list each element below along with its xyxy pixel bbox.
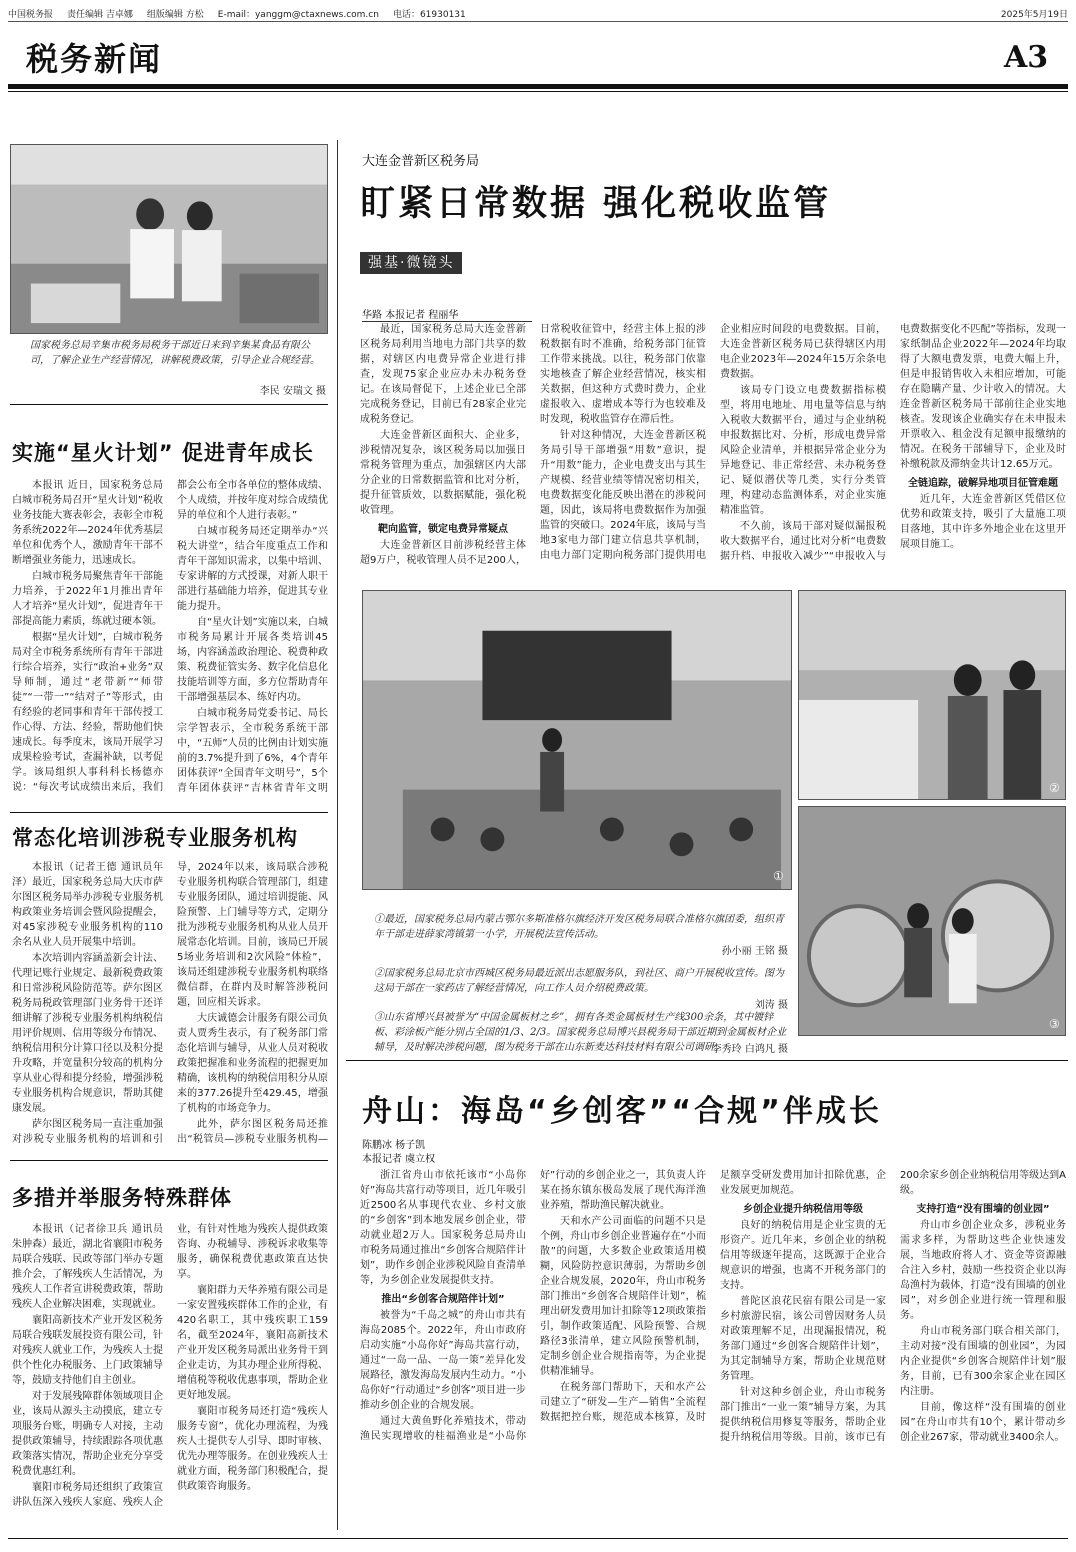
story3-para: 对于发展残障群体领域项目企业，该局从源头主动摸底，建立专项服务台账，明确专人对接，主动提供政策辅导，持续跟踪各项优惠政策落实情况，帮助企业充分享受税费优惠红利。 bbox=[12, 1391, 163, 1477]
zhoushan-para: 舟山市乡创企业众多，涉税业务需求多样，为帮助这些企业快速发展，当地政府将人才、资金等资源融合注入乡村，鼓励一些投资企业以海岛渔村为载体，打造“没有围墙的创业园”，对乡创企业进行统一管理和服务。 bbox=[900, 1220, 1066, 1321]
story3-para: 襄阳群力天华养殖有限公司是一家安置残疾群体工作的企业，有420名职工，其中残疾职工159名，截至2024年，襄阳高新技术产业开发区税务局派出业务骨干到企业走访，为其办理企业所得税、增值税等税收优惠事项，帮助企业更好地发展。 bbox=[177, 1285, 328, 1401]
main-subhead: 靶向监管，锁定电费异常疑点 bbox=[378, 524, 508, 535]
zhoushan-para: 良好的纳税信用是企业宝贵的无形资产。近几年来，乡创企业的纳税信用等级逐年提高，这既源于企业合规意识的增强，也离不开税务部门的支持。 bbox=[720, 1220, 886, 1291]
zhoushan-para: 浙江省舟山市依托该市“小岛你好”海岛共富行动等项目，近几年吸引近2500名从事现代农业、乡村文旅的“乡创客”到本地发展乡创企业，带动就业超2万人。国家税务总局舟山市税务局通过推出“乡创客合规陪伴计划”，助作乡创企业涉税风险自查清单等，为乡创企业发展提供支持。 bbox=[360, 1170, 526, 1286]
story1-para: 白城市税务局还定期举办“兴税大讲堂”，结合年度重点工作和青年干部知识需求，以集中培训、专家讲解的方式授课，对新人职干部进行基础能力培养，促进其专业能力提升。 bbox=[177, 526, 328, 612]
story2-body bbox=[12, 860, 328, 1150]
main-para: 该局专门设立电费数据指标模型，将用电地址、用电量等信息与纳入税收大数据平台，通过与企业纳税申报数据比对、分析，形成电费异常风险企业清单，并根据异常企业分为异地登记、非正常经营、未办税务登记、疑似潜伏等几类，实行分类管理，构建动态监测体系，对企业实施精准监管。 bbox=[720, 385, 886, 516]
masthead-bar bbox=[8, 6, 1068, 22]
story3-body bbox=[12, 1222, 328, 1532]
story2-headline: 常态化培训涉税专业服务机构 bbox=[12, 826, 298, 850]
zhoushan-para: 针对这种乡创企业，舟山市税务部门推出“一业一策”辅导方案，为其提供纳税信用修复等服务，帮助企业提升纳税信用等级。目前，该市已有200余家乡创企业纳税信用等级达到A级。 bbox=[720, 1170, 1066, 1443]
classroom-photo bbox=[362, 590, 792, 890]
story1-para: 根据“星火计划”，白城市税务局对全市税务系统所有青年干部进行综合培养，实行“政治+业务”双导师制，通过“老带新”“师带徒”“一带一”“结对子”等形式，由有经验的老同事和青年干部传授工作心得、方法、经验，帮助他们快速成长。每季度末，该局开展学习成果检验考试，查漏补缺，以考促学。该局组织人事科科长杨德亦说：“每次考试成绩出来后，我们都会公布全市各单位的整体成绩、个人成绩，并按年度对综合成绩优异的单位和个人进行表彰。” bbox=[12, 480, 328, 793]
column-badge: 强基·微镜头 bbox=[360, 252, 462, 274]
email: E-mail：yanggm@ctaxnews.com.cn bbox=[217, 10, 379, 20]
main-para: 最近，国家税务总局大连金普新区税务局利用当地电力部门共享的数据，对辖区内电费异常企业进行排查，发现75家企业应办未办税务登记。在该局督促下，上述企业已全部完成税务登记，目前已有28家企业完成税务登记。 bbox=[360, 324, 526, 425]
main-headline: 盯紧日常数据 强化税收监管 bbox=[360, 184, 832, 224]
zhoushan-body bbox=[360, 1168, 1066, 1530]
story3-headline: 多措并举服务特殊群体 bbox=[12, 1186, 232, 1210]
pharmacy-photo bbox=[798, 590, 1066, 800]
story1-para: 自“星火计划”实施以来，白城市税务局累计开展各类培训45场，内容涵盖政治理论、税费种政策、税费征管实务、数字化信息化技能培训等方面，多方位帮助青年干部增强基层本、练好内功。 bbox=[177, 617, 328, 703]
main-para: 不久前，该局干部对疑似漏报税收大数据平台，通过比对分析“电费数据升档、申报收入减少”“申报收入与电费数据变化不匹配”等指标，发现一家纸制品企业2022年—2024年均取得了大额电费发票，电费大幅上升，但是申报销售收入未相应增加，可能存在隐瞒产量、少计收入的情况。大连金普新区税务局干部前往企业实地核查。发现该企业确实存在未申报未开票收入、租金没有足额申报缴纳的情况。在税务干部辅导下，企业及时补缴税款及滞纳金共计12.65万元。 bbox=[720, 324, 1066, 562]
photo-caption-1: 国家税务总局辛集市税务局税务干部近日来到辛集某食品有限公司，了解企业生产经营情况，讲解税费政策，引导企业合规经营。 bbox=[30, 340, 320, 366]
mid-caption-3: ③山东省博兴县被誉为“中国金属板材之乡”，拥有各类金属板材生产线300余条，其中镀锌板、彩涂板产能分别占全国的1/3、2/3。国家税务总局博兴县税务局干部近期到金属板材企业辅导，及时解决涉税问题，图为税务干部在山东新麦达科技材料有限公司调研。 bbox=[374, 1012, 787, 1053]
story2-para: 萨尔图区税务局一直注重加强对涉税专业服务机构的培训和引导，2024年以来，该局联合涉税专业服务机构联合管理部门，组建专业服务团队，通过培训提能、风险预警、上门辅导等方式，定期分批为涉税专业服务机构从业人员开展常态化培训。目前，该局已开展5场业务培训和2次风险“体检”，该局还组建涉税专业服务机构联络微信群，在群内及时解答涉税问题，回应相关诉求。 bbox=[12, 862, 328, 1145]
story1-para: 本报讯 近日，国家税务总局白城市税务局召开“星火计划”税收业务技能大赛表彰会，表彰全市税务系统2022年—2024年优秀基层单位和优秀个人，激励青年干部不断增强业务能力，迅速成长。 bbox=[12, 480, 163, 566]
header-rule-thin bbox=[8, 91, 1068, 92]
factory-steel-photo bbox=[798, 806, 1066, 1036]
column-rule bbox=[337, 140, 338, 1530]
main-kicker: 大连金普新区税务局 bbox=[362, 154, 480, 169]
column-badge-wrap bbox=[360, 252, 462, 272]
story3-para: 襄阳高新技术产业开发区税务局联合残联发展投资有限公司，针对残疾人就业工作，为残疾人士提供个性化办税服务、上门政策辅导等，鼓励支持他们自主创业。 bbox=[12, 1315, 163, 1386]
main-byline: 华路 本报记者 程丽华 bbox=[362, 306, 532, 322]
story2-para: 本报讯（记者王德 通讯员年泽）最近，国家税务总局大庆市萨尔图区税务局举办涉税专业服务机构政策业务培训会暨风险提醒会，对45家涉税专业服务机构的110余名从业人员开展集中培训。 bbox=[12, 862, 163, 948]
story3-para: 本报讯（记者徐卫兵 通讯员朱肿森）最近，湖北省襄阳市税务局联合残联、民政等部门举办专题推介会，了解残疾人生活情况，为残疾人工作者宣讲税费政策，帮助残疾人企业解决困难，实现就业。 bbox=[12, 1224, 163, 1310]
photo-number-2: ② bbox=[1049, 781, 1060, 795]
story1-para: 白城市税务局党委书记、局长宗学智表示，全市税务系统干部中，“五师”人员的比例由计划实施前的3.7%提升到了6%，4个青年团体获评“全国青年文明号”，5个青年团体获评“吉林省青年文明 bbox=[177, 708, 328, 794]
zhoushan-headline: 舟山：海岛“乡创客”“合规”伴成长 bbox=[362, 1094, 882, 1129]
divider bbox=[10, 1160, 328, 1161]
zhoushan-subhead: 推出“乡创客合规陪伴计划” bbox=[381, 1294, 505, 1305]
story2-para: 大庆诚德会计服务有限公司负责人贾秀生表示，有了税务部门常态化培训与辅导，从业人员对税收政策把握准和业务流程的把握更加精确，该机构的纳税信用积分从原来的377.26提升至429.45，增强了机构的市场竞争力。 bbox=[177, 1013, 328, 1114]
main-para: 针对这种情况，大连金普新区税务局引导干部增强“用数”意识，提升“用数”能力，企业电费支出与其生产规模、经营业绩等情况密切相关，电费数据变化能反映出潜在的涉税问题，因此，该局将电费数据作为加强监管的突破口。2024年底，该局与当地3家电力部门建立信息共享机制，由电力部门定期向税务部门提供用电企业相应时间段的电费数据。目前，大连金普新区税务局已获得辖区内用电企业2023年—2024年15万余条电费数据。 bbox=[540, 324, 886, 561]
mid-credit-3: 李秀玲 白鸿凡 摄 bbox=[711, 1044, 788, 1055]
zhoushan-para: 被誉为“千岛之城”的舟山市共有海岛2085个。2022年，舟山市政府启动实施“小岛你好”海岛共富行动，通过“一岛一品、一岛一策”差异化发展路径，激发海岛发展内生动力。“小岛你好”行动通过“乡创客”项目进一步推动乡创企业的合规发展。 bbox=[360, 1310, 526, 1411]
zhoushan-byline-1: 陈鹏冰 杨子凯 bbox=[362, 1140, 426, 1151]
zhoushan-subhead: 乡创企业提升纳税信用等级 bbox=[743, 1204, 863, 1215]
zhoushan-byline-2: 本报记者 虞立权 bbox=[362, 1154, 436, 1165]
story2-para: 此外，萨尔图区税务局还推出“税管员—涉税专业服务机构— bbox=[177, 1119, 328, 1145]
zhoushan-para: 通过大黄鱼野化养殖技术，带动渔民实现增收的桂福渔业是“小岛你好”行动的乡创企业之一，其负责人许某在扬东镇东极岛发展了现代海洋渔业养殖，帮助渔民解决就业。 bbox=[360, 1170, 706, 1442]
zhoushan-subhead: 支持打造“没有围墙的创业园” bbox=[916, 1204, 1050, 1215]
story2-para: 本次培训内容涵盖新会计法、代理记账行业规定、最新税费政策和日常涉税风险防范等。萨尔图区税务局税政管理部门业务骨干还详细讲解了涉税专业服务机构纳税信用评价规则、信用等级分布情况、纳税信用积分计算口径以及积分提升攻略，并宽量积分较高的机构分享从业心得和提分经验，增强涉税专业服务机构合规意识，帮助其健康发展。 bbox=[12, 953, 163, 1114]
footer-rule bbox=[8, 1538, 1068, 1539]
page-number: A3 bbox=[1004, 40, 1049, 75]
divider bbox=[346, 1060, 1068, 1061]
story1-para: 白城市税务局聚焦青年干部能力培养，于2022年1月推出青年人才培养“星火计划”，促进青年干部提高能力素质，练就过硬本领。 bbox=[12, 571, 163, 627]
main-body bbox=[360, 322, 1066, 572]
main-para: 大连金普新区目前涉税经营主体超9万户，税收管理人员不足200人，日常税收征管中，经营主体上报的涉税数据有时不准确，给税务部门征管工作带来挑战。以往，税务部门依靠实地核查了解企业经营情况，核实相关数据，但这种方式费时费力，企业虚报收入、虚增成本等行为也较难及时发现，税收监管存在滞后性。 bbox=[360, 324, 706, 566]
layout-editor: 组版编辑 方松 bbox=[146, 10, 204, 20]
issue-date: 2025年5月19日 bbox=[1000, 10, 1068, 20]
photo-number-1: ① bbox=[773, 869, 784, 883]
editor: 责任编辑 吉卓娜 bbox=[67, 10, 133, 20]
story3-para: 襄阳市税务局还打造“残疾人服务专窗”，优化办理流程，为残疾人士提供专人引导、即时审核、优先办理等服务。在创业残疾人士就业方面，税务部门积极配合，提供政策咨询服务。 bbox=[177, 1406, 328, 1492]
mid-caption-1: ①最近，国家税务总局内蒙古鄂尔多斯准格尔旗经济开发区税务局联合准格尔旗团委，组织青年干部走进薛家湾镇第一小学，开展税法宣传活动。 bbox=[374, 914, 784, 940]
zhoushan-para: 天和水产公司面临的问题不只是个例，舟山市乡创企业普遍存在“小而散”的问题，大多数企业政策适用模糊，风险防控意识薄弱，为帮助乡创企业合规发展，2020年，舟山市税务部门推出“乡创客合规陪伴计划”，梳理出研发费用加计扣除等12项政策指引，制作政策适配、风险预警、合规路径3张清单，建立风险预警机制，定制乡创企业合规指南等，为企业提供精准辅导。 bbox=[540, 1216, 706, 1377]
mid-credit-1: 孙小丽 王铭 摄 bbox=[721, 946, 788, 957]
story1-headline: 实施“星火计划” 促进青年成长 bbox=[12, 441, 314, 465]
paper-name: 中国税务报 bbox=[8, 10, 54, 20]
main-para: 近几年，大连金普新区凭借区位优势和政策支持，吸引了大量施工项目落地，其中许多外地企业在这里开展项目施工。 bbox=[900, 494, 1066, 550]
factory-photo bbox=[10, 144, 328, 334]
photo-credit-1: 李民 安瑞文 摄 bbox=[259, 386, 326, 397]
photo-number-3: ③ bbox=[1049, 1017, 1060, 1031]
zhoushan-para: 舟山市税务部门联合相关部门，主动对接“没有围墙的创业园”，为园内企业提供“乡创客合规陪伴计划”服务，目前，已有300余家企业在园区内注册。 bbox=[900, 1326, 1066, 1397]
mid-credit-2: 刘涛 摄 bbox=[754, 1000, 788, 1011]
divider bbox=[10, 812, 328, 813]
zhoushan-para: 普陀区浪花民宿有限公司是一家乡村旅游民宿，该公司曾因财务人员对政策理解不足，出现漏报情况，税务部门通过“乡创客合规陪伴计划”，为其定制辅导方案，帮助企业规范财务管理。 bbox=[720, 1296, 886, 1382]
zhoushan-para: 目前，像这样“没有围墙的创业园”在舟山市共有10个，累计带动乡创企业267家，带动就业3400余人。 bbox=[900, 1402, 1066, 1443]
section-title: 税务新闻 bbox=[26, 40, 163, 78]
story3-para: 襄阳市税务局还组织了政策宣讲队伍深入残疾人家庭、残疾人企业，有针对性地为残疾人提供政策咨询、办税辅导、涉税诉求收集等服务，确保税费优惠政策直达快享。 bbox=[12, 1224, 328, 1508]
zhoushan-para: 在税务部门帮助下，天和水产公司建立了“研发—生产—销售”全流程数据把控台账，规范成本核算，及时足额享受研发费用加计扣除优惠，企业发展更加规范。 bbox=[540, 1170, 886, 1423]
phone: 电话：61930131 bbox=[392, 10, 466, 20]
story1-body bbox=[12, 478, 328, 806]
divider bbox=[10, 404, 328, 405]
main-subhead: 全链追踪，破解异地项目征管难题 bbox=[908, 478, 1058, 489]
header-rule bbox=[8, 84, 1068, 89]
main-para: 大连金普新区面积大、企业多，涉税情况复杂，该区税务局以加强日常税务管理为重点，加强辖区内大部分企业的日常数据监管和比对分析，提升征管质效，以数据赋能，强化税收管理。 bbox=[360, 430, 526, 516]
mid-caption-2: ②国家税务总局北京市西城区税务局最近派出志愿服务队，到社区、商户开展税收宣传。图为这局干部在一家药店了解经营情况，向工作人员介绍税费政策。 bbox=[374, 968, 784, 994]
